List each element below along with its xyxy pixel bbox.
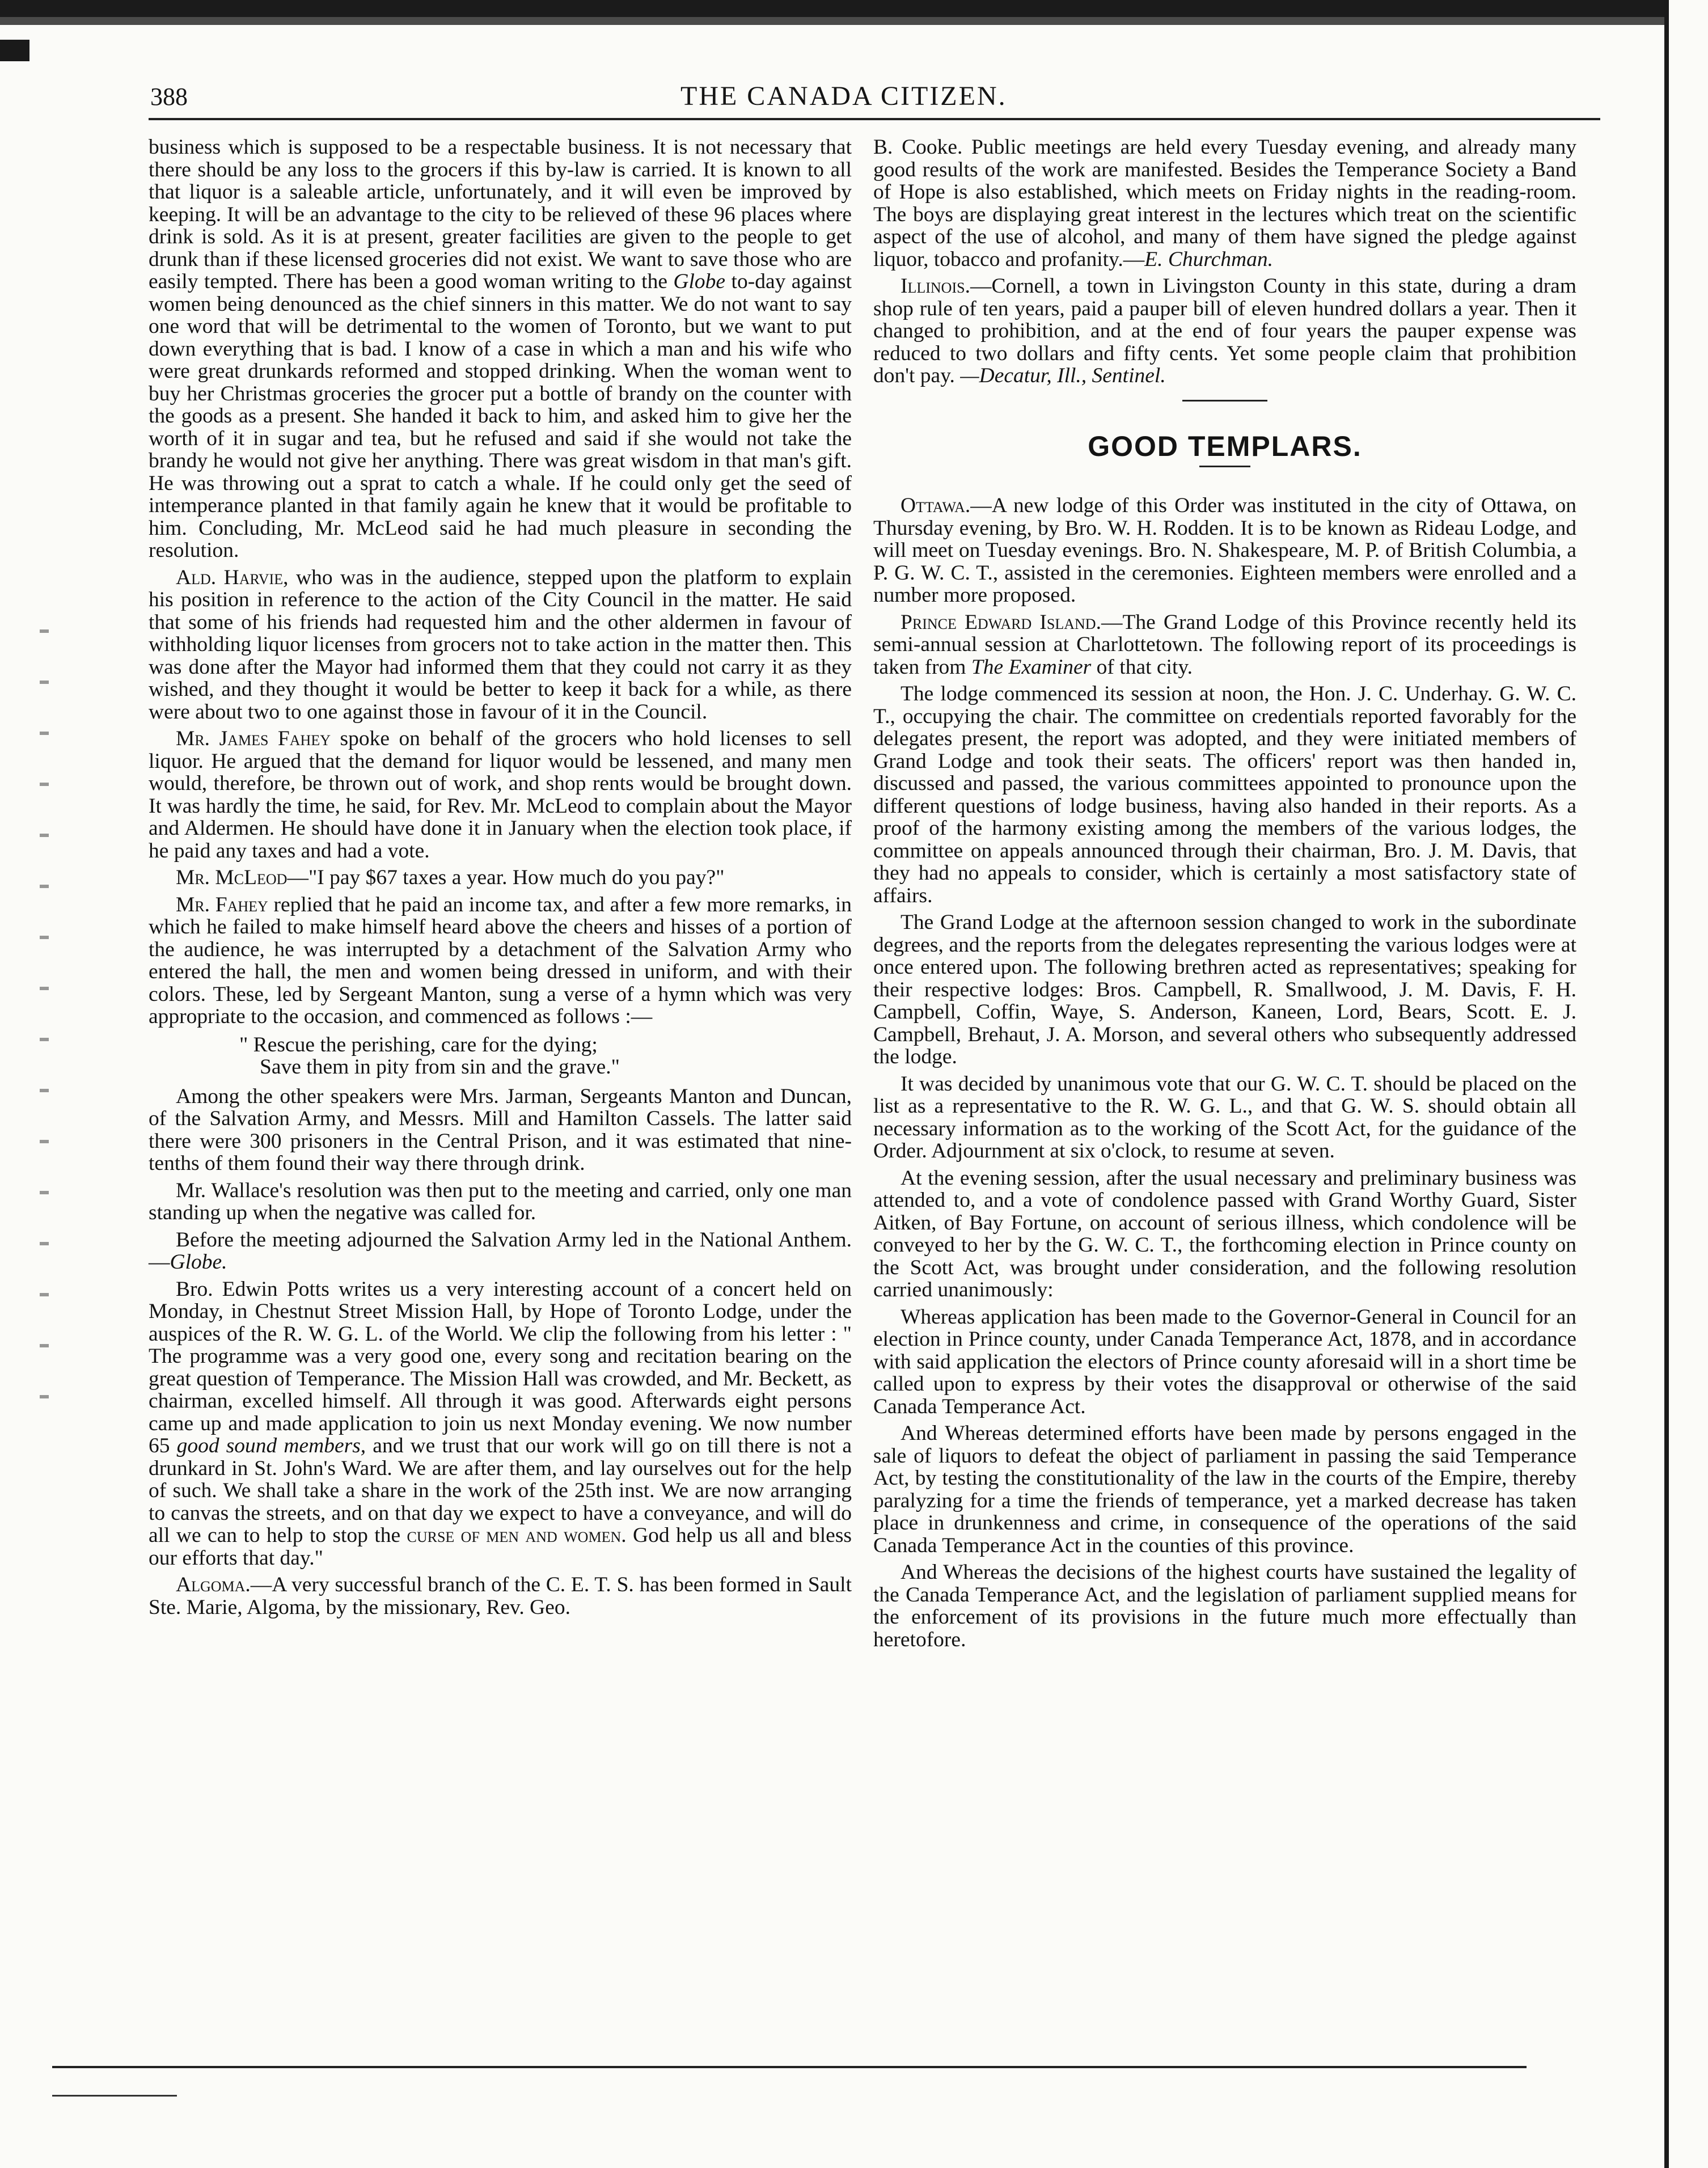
paragraph: business which is supposed to be a respectable business. It is not necessary that there should be any loss to the grocers if this by-law is carried. It is known to all that liquor is a saleable article, unfortunately, and it will even be improved by keeping. It will be an advantage to the city to be relieved of these 96 places where drink is sold. As it is at present, greater facilities are given to the people to get drunk than if these licensed groceries did not exist. We want to save those who are easily tempted. There has been a good woman writing to the Globe to-day against women being denounced as the chief sinners in this matter. We do not want to say one word that will be detrimental to the women of Toronto, but we want to put down everything that is bad. I know of a case in which a man and his wife who were great drunkards reformed and stopped drinking. When the woman went to buy her Christmas groceries the grocer put a bottle of brandy on the counter with the goods as a present. She handed it back to him, and asked him to give her the worth of it in sugar and tea, but he refused and said if she would not take the brandy he would not give her anything. There was great wisdom in that man's gift. He was throwing out a sprat to catch a whale. If he could only get the seed of intemperance planted in that family again he knew that it would be profitable to him. Concluding, Mr. McLeod said he had much pleasure in seconding the resolution. (149, 136, 852, 562)
left-edge-mark (0, 40, 29, 61)
paragraph: Illinois.—Cornell, a town in Livingston County in this state, during a dram shop rule of ten years, paid a pauper bill of eleven hundred dollars a year. Then it changed to prohibition, and at the end of four years the pauper expense was reduced to two dollars and fifty cents. Yet some people claim that prohibition don't pay. —Decatur, Ill., Sentinel. (873, 274, 1576, 387)
margin-marks (40, 595, 49, 1446)
paragraph: Ottawa.—A new lodge of this Order was instituted in the city of Ottawa, on Thursday evening, by Bro. W. H. Rodden. It is to be known as Rideau Lodge, and will meet on Tuesday evenings. Bro. N. Shakespeare, M. P. of British Columbia, a P. G. W. C. T., assisted in the ceremonies. Eighteen members were enrolled and a number more proposed. (873, 494, 1576, 607)
paragraph: Whereas application has been made to the Governor-General in Council for an election in Prince county, under Canada Temperance Act, 1878, and in accordance with said application the electors of Prince county aforesaid will in a short time be called upon to express by their votes the disapproval or otherwise of the said Canada Temperance Act. (873, 1305, 1576, 1418)
page-number: 388 (150, 83, 188, 111)
paragraph: The Grand Lodge at the afternoon session changed to work in the subordinate degrees, and the reports from the delegates representing the various lodges were at once entered upon. The following brethren acted as representatives; speaking for their respective lodges: Bros. Campbell, R. Smallwood, J. M. Davis, F. H. Campbell, Coffin, Waye, S. Anderson, Kaneen, Lord, Bears, Scott. E. J. Campbell, Brehaut, J. A. Morson, and several others who subsequently addressed the lodge. (873, 911, 1576, 1068)
paragraph: At the evening session, after the usual necessary and preliminary business was attended to, and a vote of condolence passed with Grand Worthy Guard, Sister Aitken, of Bay Fortune, on account of serious illness, which condolence will be conveyed to her by the G. W. C. T., the forthcoming election in Prince county on the Scott Act, was brought under consideration, and the following resolution carried unanimously: (873, 1166, 1576, 1301)
paragraph: B. Cooke. Public meetings are held every Tuesday evening, and already many good results of the work are manifested. Besides the Temperance Society a Band of Hope is also established, which meets on Friday nights in the reading-room. The boys are displaying great interest in the lectures which treat on the scientific aspect of the use of alcohol, and many of them have signed the pledge against liquor, tobacco and profanity.—E. Churchman. (873, 136, 1576, 271)
paragraph: And Whereas determined efforts have been made by persons engaged in the sale of liquors to defeat the object of parliament in passing the said Temperance Act, by testing the constitutionality of the law in the courts of the Empire, thereby paralyzing for a time the friends of temperance, yet a marked decrease has taken place in drunkenness and crime, in consequence of the operations of the said Canada Temperance Act in the counties of this province. (873, 1422, 1576, 1557)
paragraph: Mr. Fahey replied that he paid an income tax, and after a few more remarks, in which he failed to make himself heard above the cheers and hisses of a portion of the audience, he was interrupted by a detachment of the Salvation Army who entered the hall, the men and women being dressed in uniform, and with their colors. These, led by Sergeant Manton, sung a verse of a hymn which was very appropriate to the occasion, and commenced as follows :— (149, 893, 852, 1028)
section-rule (1199, 466, 1250, 467)
paragraph: Prince Edward Island.—The Grand Lodge of this Province recently held its semi-annual session at Charlottetown. The following report of its proceedings is taken from The Examiner of that city. (873, 610, 1577, 679)
top-border-rule (0, 0, 1679, 17)
paragraph: Mr. McLeod—"I pay $67 taxes a year. How much do you pay?" (176, 866, 725, 889)
right-column (873, 136, 1576, 1655)
paragraph: It was decided by unanimous vote that our G. W. C. T. should be placed on the list as a representative to the R. W. G. L., and that G. W. S. should obtain all necessary information as to the working of the Scott Act, for the guidance of the Order. Adjournment at six o'clock, to resume at seven. (873, 1072, 1576, 1163)
paragraph: Ald. Harvie, who was in the audience, stepped upon the platform to explain his position in reference to the action of the City Council in the matter. He said that some of his friends had requested him and the other aldermen in favour of withholding liquor licenses from grocers not to take action in the matter then. This was done after the Mayor had informed them that they could not carry it as they wished, and they thought it would be better to keep it back for a while, as there were about two to one against those in favour of it in the Council. (149, 565, 852, 724)
header-rule (149, 118, 1600, 120)
left-column (149, 136, 852, 1623)
paragraph: Mr. James Fahey spoke on behalf of the grocers who hold licenses to sell liquor. He argued that the demand for liquor would be lessened, and many men would, therefore, be thrown out of work, and shop rents would be brought down. It was hardly the time, he said, for Rev. Mr. McLeod to complain about the Mayor and Aldermen. He should have done it in January when the election took place, if he paid any taxes and had a vote. (149, 727, 852, 863)
paragraph: Mr. Wallace's resolution was then put to the meeting and carried, only one man standing up when the negative was called for. (149, 1178, 852, 1224)
footer-rule-short (52, 2095, 177, 2097)
paragraph: Before the meeting adjourned the Salvation Army led in the National Anthem.—Globe. (149, 1228, 852, 1274)
section-rule (1182, 400, 1267, 402)
paragraph: Bro. Edwin Potts writes us a very interesting account of a concert held on Monday, in Chestnut Street Mission Hall, by Hope of Toronto Lodge, under the auspices of the R. W. G. L. of the World. We clip the following from his letter : " The programme was a very good one, every song and recitation bearing on the great question of Temperance. The Mission Hall was crowded, and Mr. Beckett, as chairman, excelled himself. All through it was good. Afterwards eight persons came up and made application to join us next Monday evening. We now number 65 good sound members, and we trust that our work will go on till there is not a drunkard in St. John's Ward. We are after them, and lay ourselves out for the help of such. We shall take a share in the work of the 25th inst. We are now arranging to canvas the streets, and on that day we expect to have a conveyance, and will do all we can to help to stop the curse of men and women. God help us all and bless our efforts that day." (149, 1277, 852, 1570)
paragraph: The lodge commenced its session at noon, the Hon. J. C. Underhay. G. W. C. T., occupying the chair. The committee on credentials reported favorably for the delegates present, the report was adopted, and they were initiated members of Grand Lodge and took their seats. The officers' report was then handed in, discussed and passed, the various committees appointed to pronounce upon the different questions of lodge business, having also handed in their reports. As a proof of the harmony existing among the members of the various lodges, the committee on appeals announced through their chairman, Bro. J. M. Davis, that they had no appeals to consider, which is certainly a most satisfactory state of affairs. (873, 682, 1576, 907)
running-head: THE CANADA CITIZEN. (680, 81, 1007, 111)
section-title: GOOD TEMPLARS. (1088, 430, 1362, 462)
right-page-edge (1664, 0, 1708, 2168)
paragraph: And Whereas the decisions of the highest courts have sustained the legality of the Canada Temperance Act, and the legislation of parliament supplied means for the enforcement of its provisions in the future much more effectually than heretofore. (873, 1561, 1576, 1651)
hymn-verse: " Rescue the perishing, care for the dying; Save them in pity from sin and the grave." (239, 1033, 620, 1079)
top-border-rule-shadow (0, 17, 1679, 25)
footer-rule (52, 2066, 1527, 2068)
paragraph: Algoma.—A very successful branch of the C. E. T. S. has been formed in Sault Ste. Marie, Algoma, by the missionary, Rev. Geo. (149, 1573, 852, 1619)
paragraph: Among the other speakers were Mrs. Jarman, Sergeants Manton and Duncan, of the Salvation Army, and Messrs. Mill and Hamilton Cassels. The latter said there were 300 prisoners in the Central Prison, and it was estimated that nine-tenths of them found their way there through drink. (149, 1084, 852, 1175)
